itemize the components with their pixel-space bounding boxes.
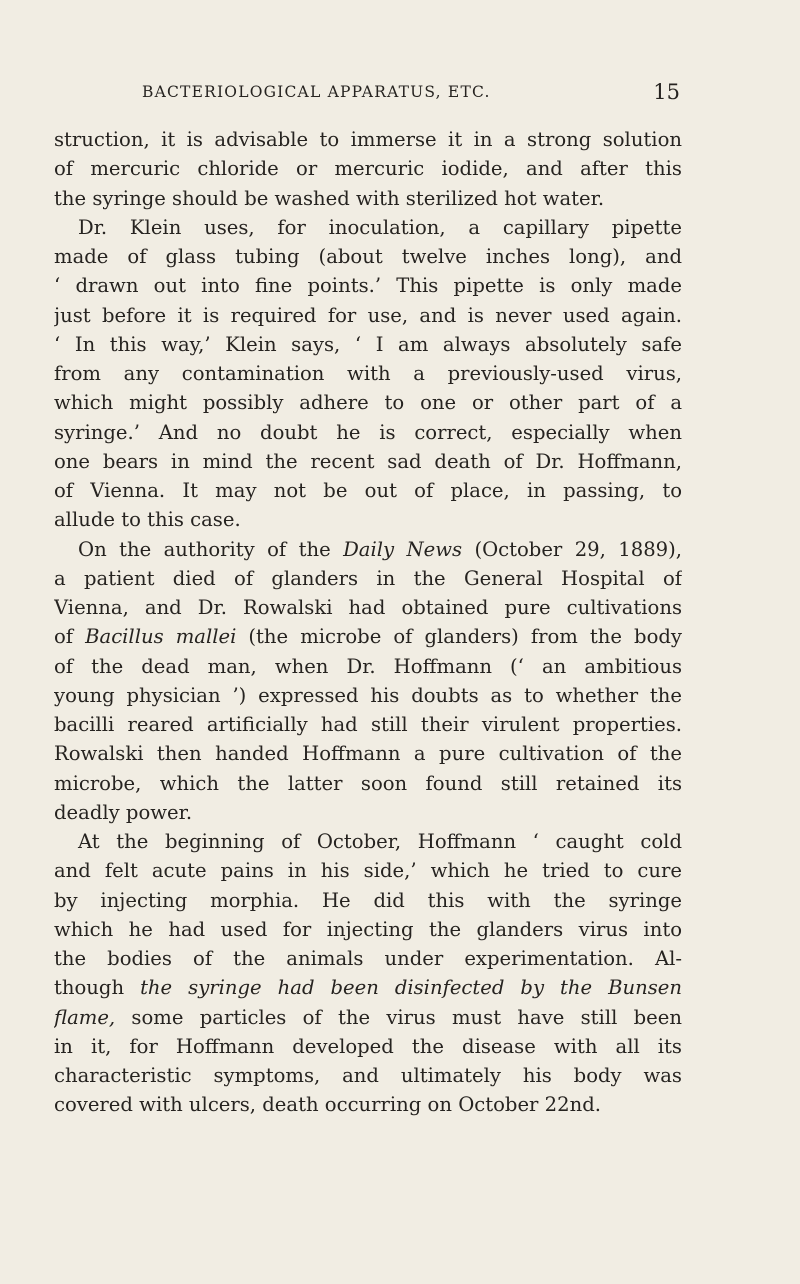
- text-line: microbe, which the latter soon found still retained its: [54, 771, 682, 795]
- text-line: [54, 535, 682, 564]
- text-line: one bears in mind the recent sad death of Dr. Hoffmann,: [54, 449, 682, 473]
- text-run: of: [54, 625, 86, 649]
- text-line: ‘ drawn out into fine points.’ This pipette is only made: [54, 274, 682, 298]
- text-line: At the beginning of October, Hoffmann ‘ caught cold: [78, 830, 682, 853]
- italic-text-run: flame,: [54, 1005, 116, 1029]
- text-line: [54, 1003, 682, 1032]
- text-line: of mercuric chloride or mercuric iodide, and after this: [54, 157, 682, 181]
- text-line: covered with ulcers, death occurring on October 22nd.: [54, 1093, 601, 1117]
- text-line: a patient died of glanders in the General Hospital of: [54, 566, 682, 590]
- italic-text-run: Daily News: [343, 537, 463, 561]
- text-line: which might possibly adhere to one or other part of a: [54, 391, 682, 415]
- page-number: 15: [653, 80, 680, 104]
- text-line: in it, for Hoffmann developed the disease with all its: [54, 1034, 682, 1058]
- text-line: from any contamination with a previously-used virus,: [54, 362, 682, 385]
- text-run: (the microbe of glanders) from the body: [236, 625, 682, 649]
- text-line: Vienna, and Dr. Rowalski had obtained pure cultivations: [54, 596, 682, 619]
- text-line: Dr. Klein uses, for inoculation, a capillary pipette: [78, 215, 682, 239]
- body-text: [54, 125, 682, 1120]
- text-line: of the dead man, when Dr. Hoffmann (‘ an ambitious: [54, 654, 682, 678]
- text-run: (October 29, 1889),: [462, 537, 682, 561]
- text-run: On the authority of the: [78, 537, 344, 561]
- text-line: the syringe should be washed with sterilized hot water.: [54, 186, 605, 210]
- running-title: BACTERIOLOGICAL APPARATUS, ETC.: [142, 83, 491, 101]
- text-line: syringe.’ And no doubt he is correct, especially when: [54, 420, 682, 444]
- text-line: by injecting morphia. He did this with the syringe: [54, 888, 682, 912]
- text-run: though: [54, 976, 141, 1000]
- italic-text-run: the syringe had been disinfected by the Bunsen: [140, 976, 682, 1000]
- text-line: just before it is required for use, and is never used again.: [54, 303, 682, 327]
- text-line: which he had used for injecting the glanders virus into: [54, 917, 682, 941]
- text-line: young physician ’) expressed his doubts as to whether the: [54, 683, 682, 707]
- text-line: characteristic symptoms, and ultimately his body was: [54, 1064, 682, 1087]
- text-line: made of glass tubing (about twelve inches long), and: [54, 245, 682, 268]
- text-line: Rowalski then handed Hoffmann a pure cultivation of the: [54, 742, 682, 766]
- text-line: struction, it is advisable to immerse it in a strong solution: [54, 128, 682, 151]
- text-line: bacilli reared artificially had still their virulent properties.: [54, 713, 682, 736]
- text-line: of Vienna. It may not be out of place, in passing, to: [54, 479, 682, 502]
- text-line: and felt acute pains in his side,’ which he tried to cure: [54, 859, 682, 883]
- text-line: [54, 622, 682, 651]
- text-line: deadly power.: [54, 800, 193, 824]
- text-line: allude to this case.: [54, 508, 241, 532]
- text-line: the bodies of the animals under experimentation. Al-: [54, 947, 682, 970]
- text-run: some particles of the virus must have still been: [115, 1005, 682, 1029]
- text-line: [54, 973, 682, 1002]
- italic-text-run: Bacillus mallei: [85, 625, 237, 649]
- running-head: [142, 80, 680, 113]
- text-line: ‘ In this way,’ Klein says, ‘ I am always absolutely safe: [54, 332, 682, 356]
